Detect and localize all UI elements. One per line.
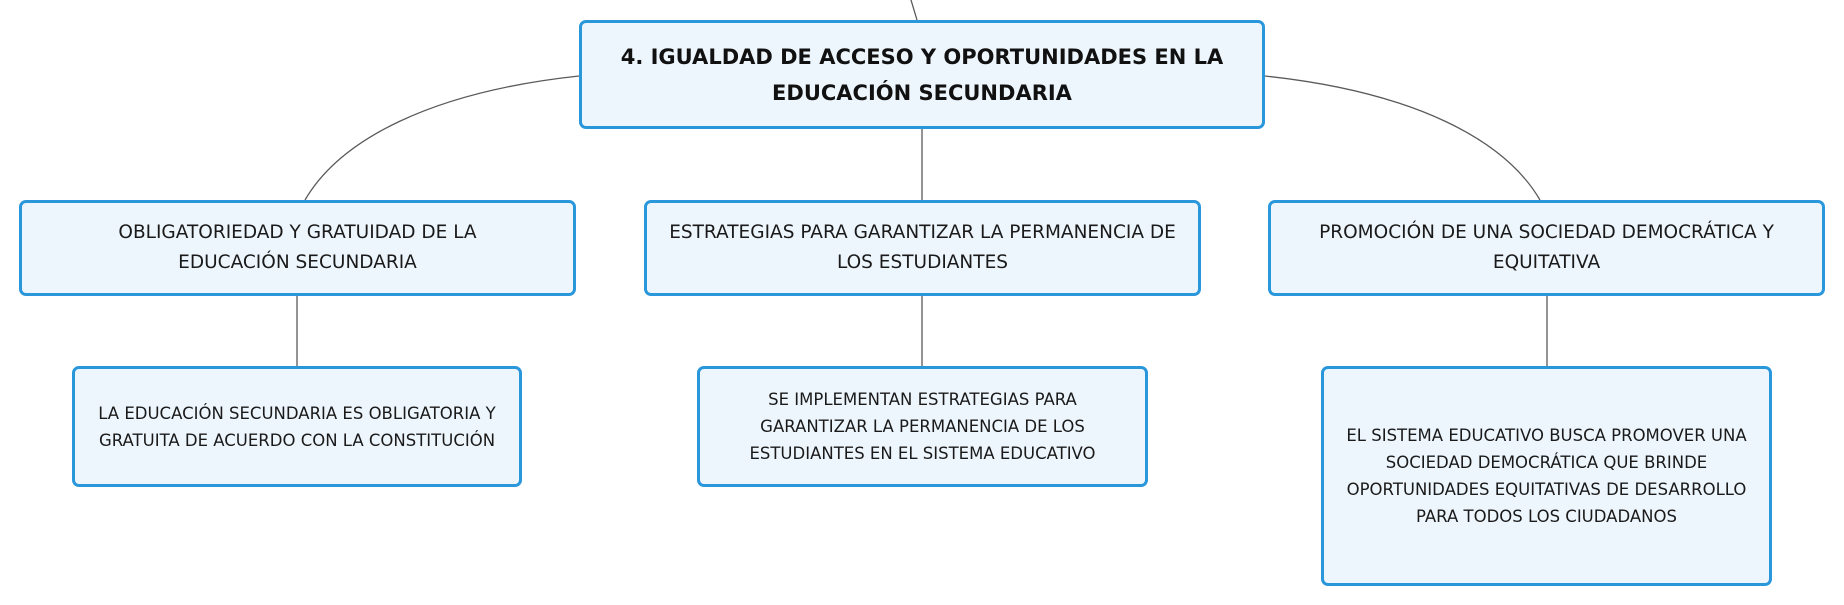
root-node-title: 4. IGUALDAD DE ACCESO Y OPORTUNIDADES EN LA EDUCACIÓN SECUNDARIA xyxy=(620,44,1224,105)
branch-node-label: PROMOCIÓN DE UNA SOCIEDAD DEMOCRÁTICA Y EQUITATIVA xyxy=(1319,222,1774,273)
branch-node-obligatoriedad[interactable] xyxy=(19,200,576,296)
branch-node-estrategias[interactable] xyxy=(644,200,1201,296)
branch-node-promocion[interactable] xyxy=(1268,200,1825,296)
connector-parent-to-root xyxy=(911,0,917,20)
detail-node-estrategias[interactable] xyxy=(697,366,1148,487)
detail-node-obligatoriedad[interactable] xyxy=(72,366,522,487)
detail-node-text: EL SISTEMA EDUCATIVO BUSCA PROMOVER UNA SOCIEDAD DEMOCRÁTICA QUE BRINDE OPORTUNIDADES EQUITATIVAS DE DESARROLLO PARA TODOS LOS CIUDADANOS xyxy=(1346,426,1747,526)
branch-node-label: OBLIGATORIEDAD Y GRATUIDAD DE LA EDUCACIÓN SECUNDARIA xyxy=(118,222,477,273)
branch-node-label: ESTRATEGIAS PARA GARANTIZAR LA PERMANENCIA DE LOS ESTUDIANTES xyxy=(669,222,1176,273)
connector-root-to-branch-3 xyxy=(1265,76,1540,200)
connector-root-to-branch-1 xyxy=(305,76,579,200)
root-node[interactable] xyxy=(579,20,1265,129)
detail-node-promocion[interactable] xyxy=(1321,366,1772,586)
detail-node-text: LA EDUCACIÓN SECUNDARIA ES OBLIGATORIA Y GRATUITA DE ACUERDO CON LA CONSTITUCIÓN xyxy=(98,403,496,450)
detail-node-text: SE IMPLEMENTAN ESTRATEGIAS PARA GARANTIZAR LA PERMANENCIA DE LOS ESTUDIANTES EN EL SISTEMA EDUCATIVO xyxy=(749,390,1096,463)
